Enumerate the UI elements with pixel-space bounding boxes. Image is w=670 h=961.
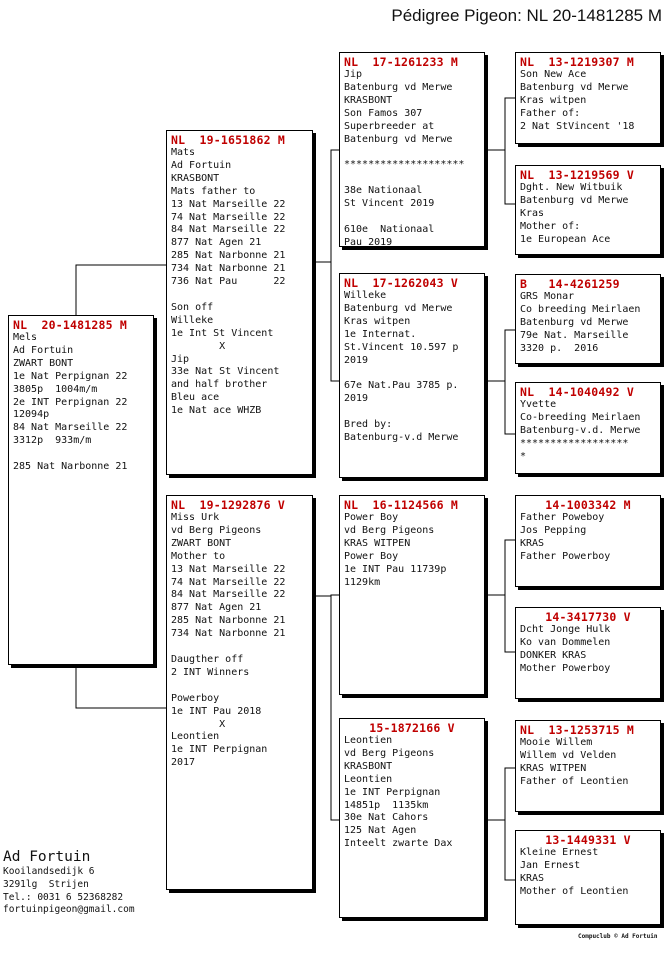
page-title: Pédigree Pigeon: NL 20-1481285 M	[391, 6, 662, 25]
pigeon-card-dam-sire-dam	[515, 607, 661, 699]
pigeon-card-dam-dam-dam	[515, 830, 661, 925]
detail-line: St Vincent 2019	[344, 198, 435, 210]
pigeon-card-sire-dam-sire	[515, 274, 661, 364]
ring-number: NL 19-1292876 V	[171, 498, 285, 512]
ring-number: NL 17-1262043 V	[344, 276, 458, 290]
detail-line: Ko van Dommelen	[520, 636, 611, 648]
detail-line: KRAS WITPEN	[344, 537, 411, 549]
detail-line: Jip	[171, 353, 190, 365]
owner-name: Ad Fortuin	[3, 849, 91, 865]
detail-line: KRASBONT	[171, 172, 220, 184]
detail-line: 3320 p. 2016	[520, 342, 599, 354]
detail-line: Batenburg vd Merwe	[344, 81, 453, 93]
detail-line: ZWART BONT	[13, 357, 74, 369]
detail-line: 74 Nat Marseille 22	[171, 576, 286, 588]
detail-line: 285 Nat Narbonne 21	[171, 250, 286, 262]
detail-line: 3291lg Strijen	[3, 878, 89, 890]
detail-line: 1e European Ace	[520, 233, 611, 245]
detail-line: KRAS	[520, 537, 545, 549]
detail-line: Willeke	[344, 290, 387, 301]
pigeon-details	[520, 399, 656, 464]
detail-line: 285 Nat Narbonne 21	[171, 615, 286, 627]
detail-line: Power Boy	[344, 550, 399, 562]
detail-line: 2 Nat StVincent '18	[520, 120, 635, 132]
pigeon-details	[171, 512, 308, 770]
detail-line: 14851p 1135km	[344, 799, 429, 811]
ring-number: NL 16-1124566 M	[344, 498, 458, 512]
detail-line: 74 Nat Marseille 22	[171, 211, 286, 223]
pigeon-details	[344, 290, 480, 445]
detail-line: Mels	[13, 332, 38, 343]
ring-number: NL 13-1219569 V	[520, 168, 634, 182]
pigeon-details	[520, 624, 656, 676]
pigeon-details	[520, 847, 656, 899]
detail-line	[171, 680, 308, 693]
ring-number: NL 13-1253715 M	[520, 723, 634, 737]
detail-line: Mother Powerboy	[520, 662, 611, 674]
pigeon-details	[344, 735, 480, 851]
detail-line: Mother to	[171, 550, 226, 562]
detail-line: Kras witpen	[520, 94, 587, 106]
ring-number: 15-1872166 V	[369, 721, 455, 735]
detail-line: 12094p	[13, 409, 50, 421]
detail-line: Leontien	[171, 731, 220, 743]
detail-line: Mother of Leontien	[520, 885, 629, 897]
pigeon-card-dam-dam-sire	[515, 720, 661, 812]
pigeon-details	[520, 737, 656, 789]
pigeon-details	[344, 512, 480, 589]
detail-line: Dcht Jonge Hulk	[520, 624, 611, 635]
owner-details	[3, 866, 135, 917]
detail-line: Son Famos 307	[344, 107, 423, 119]
detail-line: 285 Nat Narbonne 21	[13, 461, 128, 473]
detail-line	[171, 289, 308, 302]
detail-line: vd Berg Pigeons	[171, 524, 262, 536]
pigeon-card-sire-sire	[339, 52, 485, 247]
detail-line: Co breeding Meirlaen	[520, 303, 641, 315]
detail-line	[171, 641, 308, 654]
detail-line	[344, 406, 480, 419]
detail-line: Mats	[171, 147, 196, 158]
detail-line: Bred by:	[344, 419, 393, 431]
detail-line: 84 Nat Marseille 22	[13, 422, 128, 434]
detail-line: 1e INT Pau 2018	[171, 705, 262, 717]
pigeon-card-dam	[166, 495, 313, 890]
detail-line: Dght. New Witbuik	[520, 182, 623, 193]
detail-line: vd Berg Pigeons	[344, 524, 435, 536]
detail-line: 734 Nat Narbonne 21	[171, 263, 286, 275]
pigeon-details	[520, 512, 656, 564]
detail-line: 30e Nat Cahors	[344, 812, 429, 824]
detail-line: 610e Nationaal	[344, 223, 435, 235]
detail-line: Batenburg vd Merwe	[520, 194, 629, 206]
pigeon-card-sire-dam-dam	[515, 382, 661, 474]
detail-line: Jan Ernest	[520, 859, 581, 871]
detail-line: 1e Int St Vincent	[171, 327, 274, 339]
detail-line: Pau 2019	[344, 236, 393, 247]
detail-line: Powerboy	[171, 692, 220, 704]
detail-line: Mooie Willem	[520, 737, 593, 748]
detail-line: vd Berg Pigeons	[344, 747, 435, 759]
pigeon-card-dam-sire-sire	[515, 495, 661, 587]
pigeon-details	[13, 332, 149, 474]
detail-line: Inteelt zwarte Dax	[344, 838, 453, 850]
detail-line	[344, 367, 480, 380]
detail-line: 1e Nat Perpignan 22	[13, 370, 128, 382]
detail-line: Son off	[171, 301, 214, 313]
detail-line: Jos Pepping	[520, 524, 587, 536]
detail-line: 1e Nat ace WHZB	[171, 405, 262, 417]
detail-line: St.Vincent 10.597 p	[344, 341, 459, 353]
detail-line: Father Poweboy	[520, 512, 605, 523]
detail-line: KRAS	[520, 872, 545, 884]
detail-line: Batenburg vd Merwe	[344, 133, 453, 145]
pigeon-details	[520, 182, 656, 247]
detail-line: Father Powerboy	[520, 550, 611, 562]
ring-number: 14-1003342 M	[545, 498, 631, 512]
detail-line: 1e INT Pau 11739p	[344, 563, 447, 575]
pigeon-card-sire-sire-sire	[515, 52, 661, 144]
detail-line: 2017	[171, 757, 196, 769]
detail-line: Batenburg vd Merwe	[520, 316, 629, 328]
detail-line: 67e Nat.Pau 3785 p.	[344, 380, 459, 392]
ring-number: NL 14-1040492 V	[520, 385, 634, 399]
detail-line: 1e INT Perpignan	[344, 786, 441, 798]
detail-line: Ad Fortuin	[171, 159, 232, 171]
pigeon-details	[520, 291, 656, 356]
footer-credit: Compuclub © Ad Fortuin	[578, 933, 658, 940]
detail-line: Ad Fortuin	[13, 344, 74, 356]
pigeon-card-dam-sire	[339, 495, 485, 695]
detail-line: DONKER KRAS	[520, 649, 587, 661]
detail-line: Tel.: 0031 6 52368282	[3, 891, 124, 903]
detail-line: Jip	[344, 69, 363, 80]
detail-line: Leontien	[344, 735, 393, 746]
ring-number: 14-3417730 V	[545, 610, 631, 624]
detail-line: 2 INT Winners	[171, 666, 250, 678]
pigeon-card-subject	[8, 315, 154, 665]
pigeon-card-dam-dam	[339, 718, 485, 918]
detail-line: Superbreeder at	[344, 120, 435, 132]
detail-line: Bleu ace	[171, 392, 220, 404]
pigeon-details	[344, 69, 480, 247]
pigeon-card-sire-dam	[339, 273, 485, 478]
pigeon-details	[520, 69, 656, 134]
detail-line: KRAS WITPEN	[520, 762, 587, 774]
detail-line: 38e Nationaal	[344, 185, 423, 197]
detail-line: 1e Internat.	[344, 328, 417, 340]
detail-line: 2e INT Perpignan 22	[13, 396, 128, 408]
detail-line: X	[171, 340, 226, 352]
detail-line: *	[520, 450, 527, 462]
detail-line: 79e Nat. Marseille	[520, 329, 629, 341]
detail-line: Mother of:	[520, 220, 581, 232]
detail-line: Batenburg vd Merwe	[344, 302, 453, 314]
detail-line: 734 Nat Narbonne 21	[171, 628, 286, 640]
detail-line: Kras witpen	[344, 315, 411, 327]
detail-line: 33e Nat St Vincent	[171, 366, 280, 378]
detail-line: ZWART BONT	[171, 537, 232, 549]
pigeon-card-sire	[166, 130, 313, 475]
detail-line: Co-breeding Meirlaen	[520, 411, 641, 423]
detail-line: KRASBONT	[344, 94, 393, 106]
detail-line: and half brother	[171, 379, 268, 391]
detail-line: 2019	[344, 354, 369, 366]
detail-line: Batenburg vd Merwe	[520, 81, 629, 93]
detail-line: Son New Ace	[520, 69, 587, 80]
detail-line: Kooilandsedijk 6	[3, 866, 95, 877]
detail-line: GRS Monar	[520, 291, 575, 302]
detail-line: Batenburg-v.d. Merwe	[520, 424, 641, 436]
detail-line: Mats father to	[171, 185, 256, 197]
detail-line: Willem vd Velden	[520, 749, 617, 761]
ring-number: NL 17-1261233 M	[344, 55, 458, 69]
detail-line: 1e INT Perpignan	[171, 744, 268, 756]
detail-line: 125 Nat Agen	[344, 825, 417, 837]
detail-line: ******************	[520, 437, 629, 449]
ring-number: NL 13-1219307 M	[520, 55, 634, 69]
detail-line	[344, 172, 480, 185]
detail-line: Kras	[520, 207, 545, 219]
detail-line: Yvette	[520, 399, 557, 410]
detail-line: Willeke	[171, 314, 214, 326]
detail-line: KRASBONT	[344, 760, 393, 772]
detail-line: 13 Nat Marseille 22	[171, 563, 286, 575]
detail-line: 736 Nat Pau 22	[171, 276, 286, 288]
detail-line: ********************	[344, 159, 465, 171]
detail-line: Miss Urk	[171, 512, 220, 523]
detail-line: 1129km	[344, 576, 381, 588]
detail-line	[344, 146, 480, 159]
detail-line: 84 Nat Marseille 22	[171, 589, 286, 601]
pigeon-details	[171, 147, 308, 418]
owner-contact	[3, 848, 135, 917]
ring-number: 13-1449331 V	[545, 833, 631, 847]
detail-line: 84 Nat Marseille 22	[171, 224, 286, 236]
detail-line: 3312p 933m/m	[13, 435, 92, 447]
pigeon-card-sire-sire-dam	[515, 165, 661, 255]
detail-line: Daugther off	[171, 653, 244, 665]
detail-line	[13, 448, 149, 461]
ring-number: NL 20-1481285 M	[13, 318, 127, 332]
ring-number: B 14-4261259	[520, 277, 620, 291]
detail-line	[344, 211, 480, 224]
detail-line: X	[171, 718, 226, 730]
detail-line: Batenburg-v.d Merwe	[344, 431, 459, 443]
detail-line: fortuinpigeon@gmail.com	[3, 904, 135, 916]
detail-line: 2019	[344, 393, 369, 405]
detail-line: Father of:	[520, 107, 581, 119]
ring-number: NL 19-1651862 M	[171, 133, 285, 147]
detail-line: Leontien	[344, 773, 393, 785]
detail-line: 13 Nat Marseille 22	[171, 198, 286, 210]
detail-line: 3805p 1004m/m	[13, 383, 98, 395]
detail-line: Kleine Ernest	[520, 847, 599, 858]
detail-line: 877 Nat Agen 21	[171, 602, 262, 614]
detail-line: Power Boy	[344, 512, 399, 523]
detail-line: Father of Leontien	[520, 775, 629, 787]
detail-line: 877 Nat Agen 21	[171, 237, 262, 249]
